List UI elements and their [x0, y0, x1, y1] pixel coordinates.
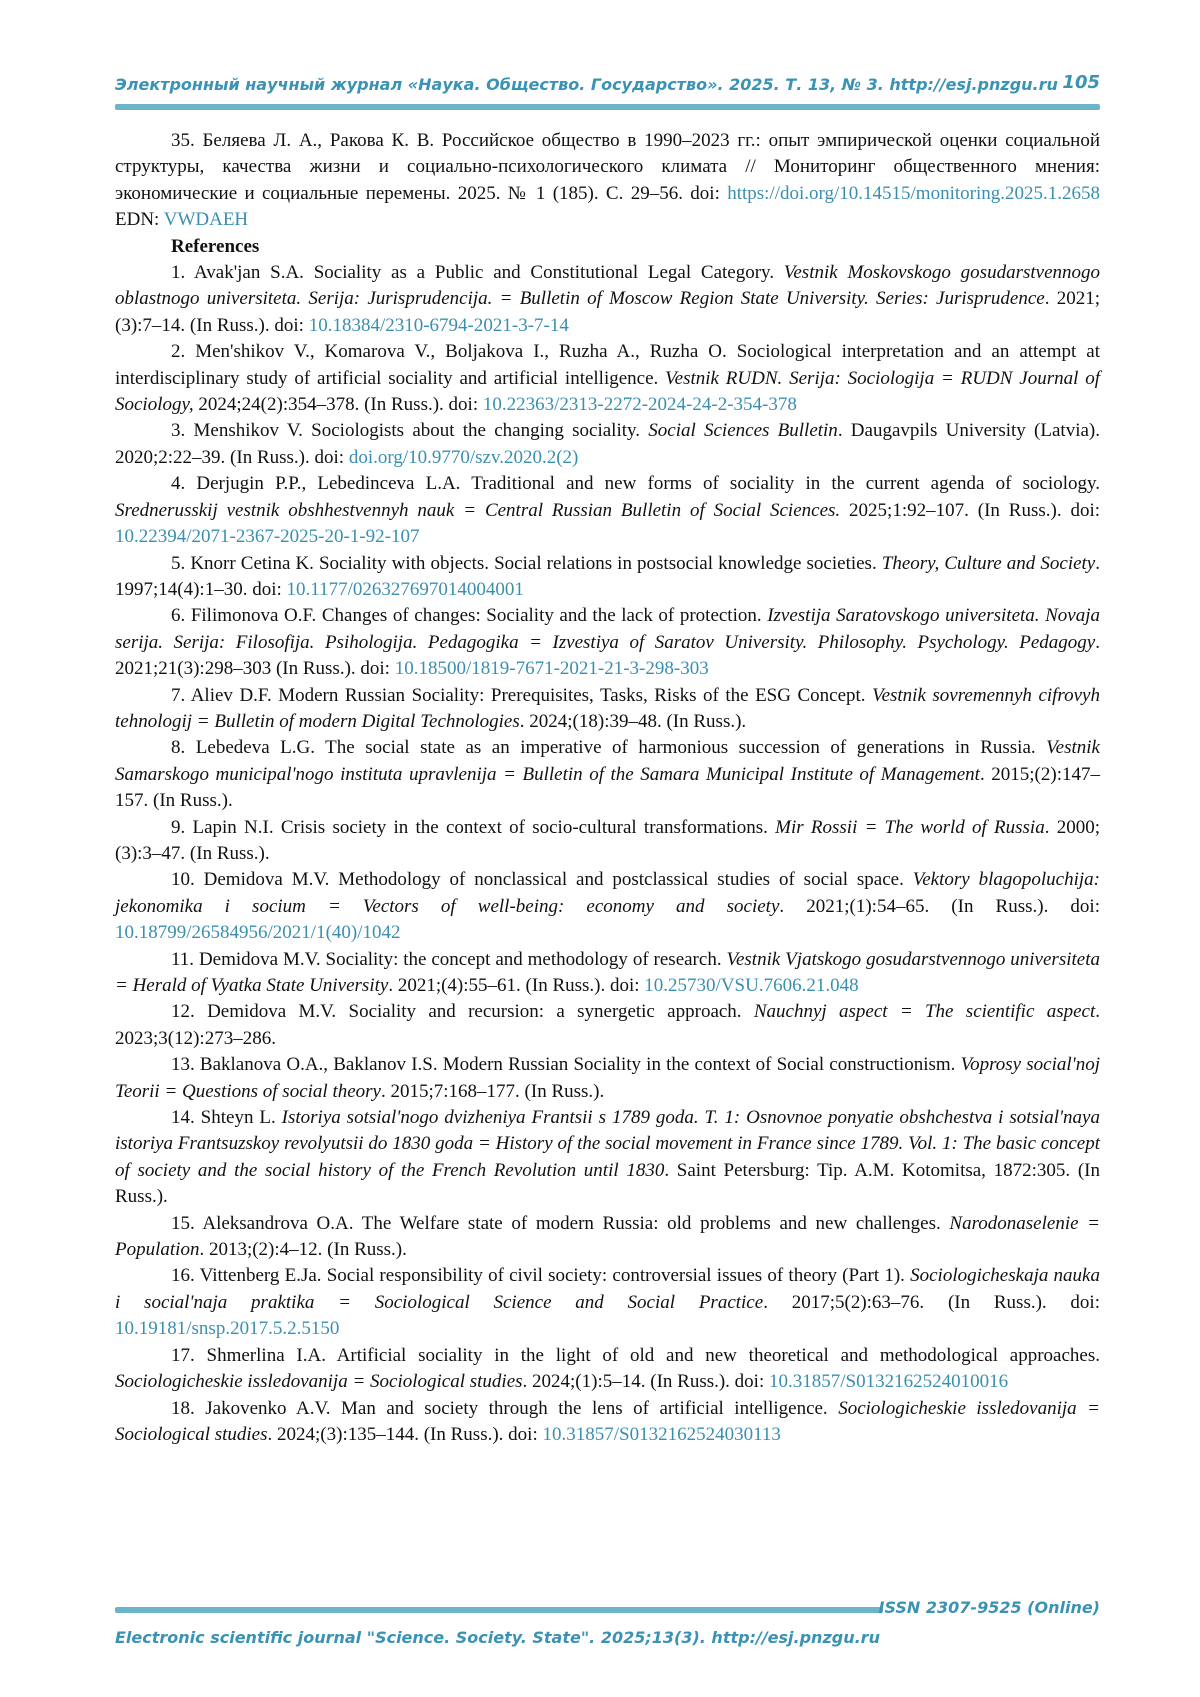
reference-doi-link[interactable]: 10.1177/026327697014004001 [286, 578, 524, 600]
reference-source: Vestnik Moskovskogo gosudarstvennogo oblastnogo universiteta. Serija: Jurisprudencija. = Bulletin of Moscow Region State University. Series: Jurisprudence [115, 262, 1100, 310]
reference-source: Sociologicheskaja nauka i social'naja praktika = Sociological Science and Social Practice [115, 1265, 1100, 1313]
reference-source: Sociologicheskie issledovanija = Sociological studies [115, 1371, 523, 1393]
reference-item [115, 1052, 1100, 1105]
reference-item [115, 1396, 1100, 1449]
reference-source: Sociologicheskie issledovanija = Sociological studies [115, 1397, 1100, 1445]
reference-item [115, 551, 1100, 604]
reference-item [115, 1343, 1100, 1396]
reference-details: . 2021;(1):54–65. (In Russ.). doi: [779, 895, 1100, 917]
reference-source: Vestnik sovremennyh cifrovyh tehnologij = Bulletin of modern Digital Technologies [115, 684, 1100, 732]
reference-details: . 2013;(2):4–12. (In Russ.). [199, 1239, 407, 1261]
reference-source: Theory, Culture and Society [881, 552, 1096, 574]
reference-doi-link[interactable]: doi.org/10.9770/szv.2020.2(2) [348, 446, 579, 468]
reference-source: Vektory blagopoluchija: jekonomika i socium = Vectors of well-being: economy and society [115, 869, 1100, 917]
reference-doi-link[interactable]: 10.18384/2310-6794-2021-3-7-14 [308, 314, 569, 336]
reference-text: 3. Menshikov V. Sociologists about the changing sociality. [171, 420, 649, 442]
header-rule [115, 104, 1100, 110]
reference-doi-link[interactable]: 10.19181/snsp.2017.5.2.5150 [115, 1318, 340, 1340]
reference-text: 7. Aliev D.F. Modern Russian Sociality: Prerequisites, Tasks, Risks of the ESG Concept. [171, 684, 873, 706]
reference-item [115, 471, 1100, 550]
reference-details: . 1997;14(4):1–30. doi: [115, 552, 1100, 600]
reference-doi-link[interactable]: 10.22394/2071-2367-2025-20-1-92-107 [115, 526, 420, 548]
reference-details: 2025;1:92–107. (In Russ.). doi: [840, 499, 1101, 521]
reference-doi-link[interactable]: 10.25730/VSU.7606.21.048 [644, 975, 859, 996]
reference-item [115, 683, 1100, 736]
reference-source: Narodonaselenie = Population [115, 1212, 1101, 1261]
reference-text: 9. Lapin N.I. Crisis society in the context of socio-cultural transformations. [171, 816, 776, 838]
reference-details: . 2024;(3):135–144. (In Russ.). doi: [267, 1423, 543, 1445]
reference-item [115, 1263, 1100, 1342]
running-footer-title: Electronic scientific journal "Science. Society. State". 2025;13(3). http://esj.pnzgu.ru [115, 1628, 880, 1647]
reference-text: 1. Avak'jan S.A. Sociality as a Public and Constitutional Legal Category. [171, 262, 784, 284]
reference-text: 17. Shmerlina I.A. Artificial sociality in the light of old and new theoretical and methodological approaches. [171, 1344, 1100, 1366]
reference-source: Vestnik Vjatskogo gosudarstvennogo universiteta = Herald of Vyatka State University [115, 948, 1100, 996]
reference-doi-link[interactable]: 10.18799/26584956/2021/1(40)/1042 [115, 922, 401, 944]
reference-details: . 2000;(3):3–47. (In Russ.). [115, 816, 1100, 864]
reference-text: 11. Demidova M.V. Sociality: the concept and methodology of research. [171, 948, 727, 970]
reference-item [115, 603, 1100, 682]
reference-details: . 2017;5(2):63–76. (In Russ.). doi: [763, 1291, 1100, 1313]
reference-item [115, 867, 1100, 946]
reference-doi-link[interactable]: 10.31857/S0132162524010016 [769, 1371, 1009, 1393]
reference-details: . 2015;(2):147–157. (In Russ.). [115, 763, 1100, 812]
reference-details: . Saint Petersburg: Tip. A.M. Kotomitsa, 1872:305. (In Russ.). [115, 1159, 1100, 1208]
reference-source: Nauchnyj aspect = The scientific aspect [753, 1001, 1096, 1023]
reference-text: 18. Jakovenko A.V. Man and society through the lens of artificial intelligence. [171, 1397, 839, 1419]
reference-source: Social Sciences Bulletin [648, 420, 838, 442]
reference-details: . 2021;(4):55–61. (In Russ.). doi: [388, 975, 645, 996]
reference-details: . 2015;7:168–177. (In Russ.). [380, 1080, 605, 1102]
reference-text: 10. Demidova M.V. Methodology of nonclassical and postclassical studies of social space. [171, 869, 913, 891]
footer-rule [115, 1607, 883, 1613]
reference-details: . 2021;(3):7–14. (In Russ.). doi: [115, 288, 1101, 336]
reference-doi-link[interactable]: 10.18500/1819-7671-2021-21-3-298-303 [394, 658, 709, 680]
reference-source: Mir Rossii = The world of Russia [775, 816, 1045, 838]
reference-details: . 2024;(18):39–48. (In Russ.). [519, 710, 747, 732]
reference-details: 2024;24(2):354–378. (In Russ.). doi: [193, 394, 483, 416]
reference-35-edn-link[interactable]: VWDAEH [163, 209, 249, 231]
reference-doi-link[interactable]: 10.22363/2313-2272-2024-24-2-354-378 [482, 394, 797, 416]
reference-item [115, 815, 1100, 868]
reference-details: . Daugavpils University (Latvia). 2020;2:22–39. (In Russ.). doi: [115, 420, 1100, 468]
reference-item [115, 339, 1100, 418]
issn-label: ISSN 2307-9525 (Online) [878, 1598, 1100, 1617]
reference-text: 4. Derjugin P.P., Lebedinceva L.A. Traditional and new forms of sociality in the current agenda of sociology. [171, 473, 1100, 495]
reference-source: Vestnik Samarskogo municipal'nogo instituta upravlenija = Bulletin of the Samara Municipal Institute of Management [115, 737, 1100, 785]
reference-doi-link[interactable]: 10.31857/S0132162524030113 [542, 1423, 781, 1445]
reference-source: Izvestija Saratovskogo universiteta. Novaja serija. Serija: Filosofija. Psihologija. Pedagogika = Izvestiya of Saratov University. Philosophy. Psychology. Pedagogy [115, 605, 1100, 653]
reference-text: 2. Men'shikov V., Komarova V., Boljakova I., Ruzha A., Ruzha O. Sociological interpretation and an attempt at interdisciplinary study of artificial sociality and artificial intelligence. [115, 341, 1100, 389]
reference-text: 12. Demidova M.V. Sociality and recursion: a synergetic approach. [171, 1001, 754, 1023]
reference-text: 16. Vittenberg E.Ja. Social responsibility of civil society: controversial issues of theory (Part 1). [171, 1265, 911, 1287]
reference-item [115, 1105, 1100, 1211]
reference-35-doi-link[interactable]: https://doi.org/10.14515/monitoring.2025.1.2658 [727, 182, 1100, 204]
reference-details: . 2024;(1):5–14. (In Russ.). doi: [522, 1371, 769, 1393]
reference-item [115, 735, 1100, 814]
reference-text: 13. Baklanova O.A., Baklanov I.S. Modern Russian Sociality in the context of Social constructionism. [171, 1054, 961, 1076]
page-number: 105 [1062, 72, 1100, 93]
reference-source: Vestnik RUDN. Serija: Sociologija = RUDN Journal of Sociology, [115, 367, 1101, 416]
reference-text: 15. Aleksandrova O.A. The Welfare state of modern Russia: old problems and new challenges. [171, 1212, 950, 1234]
reference-source: Istoriya sotsial'nogo dvizheniya Frantsii s 1789 goda. T. 1: Osnovnoe ponyatie obshchestva i sotsial'naya istoriya Frantsuzskoy revolyutsii do 1830 goda = History of the social movement in France since 1789. Vol. 1: The basic concept of society and the social history of the French Revolution until 1830 [115, 1107, 1100, 1181]
reference-text: 5. Knorr Cetina K. Sociality with objects. Social relations in postsocial knowledge societies. [171, 552, 882, 574]
reference-35 [115, 128, 1100, 234]
reference-35-text: 35. Беляева Л. А., Ракова К. В. Российское общество в 1990–2023 гг.: опыт эмпирической оценки социальной структуры, качества жизни и социально-психологического климата // Мониторинг общественного мнения: экономические и социальные перемены. 2025. № 1 (185). С. 29–56. doi: [115, 130, 1100, 204]
reference-item [115, 947, 1100, 1000]
reference-source: Srednerusskij vestnik obshhestvennyh nauk = Central Russian Bulletin of Social Sciences. [115, 499, 841, 521]
reference-item [115, 418, 1100, 471]
reference-item [115, 1211, 1100, 1264]
running-header-title: Электронный научный журнал «Наука. Общество. Государство». 2025. Т. 13, № 3. http://esj.pnzgu.ru [115, 75, 1058, 94]
reference-details: . 2023;3(12):273–286. [115, 1001, 1100, 1049]
references-heading: References [171, 235, 260, 257]
reference-text: 14. Shteyn L. [171, 1107, 282, 1129]
reference-35-edn-label: EDN: [115, 209, 164, 231]
reference-source: Voprosy social'noj Teorii = Questions of social theory [115, 1054, 1100, 1102]
reference-details: . 2021;21(3):298–303 (In Russ.). doi: [115, 631, 1100, 680]
reference-item [115, 260, 1100, 339]
reference-text: 8. Lebedeva L.G. The social state as an imperative of harmonious succession of generations in Russia. [171, 737, 1047, 759]
page-content [115, 128, 1100, 1448]
references-list [115, 260, 1100, 1448]
reference-item [115, 999, 1100, 1052]
reference-text: 6. Filimonova O.F. Changes of changes: Sociality and the lack of protection. [171, 605, 768, 627]
